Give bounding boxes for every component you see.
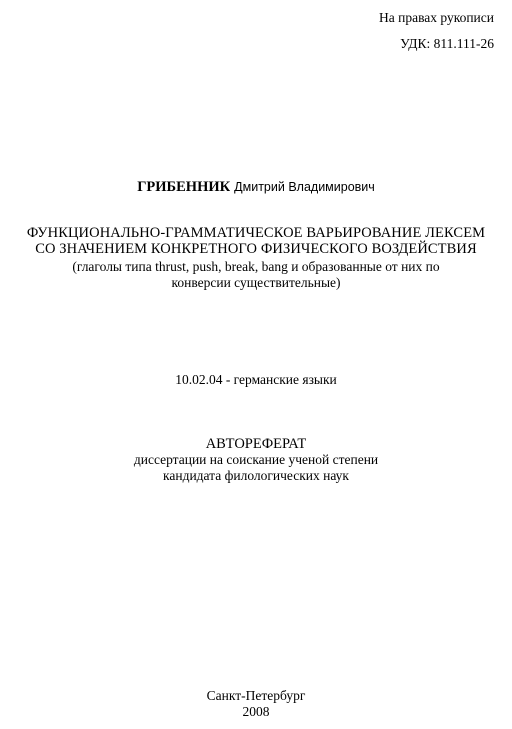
subtitle-line-2: конверсии существительные) <box>171 275 341 290</box>
title-line-2: СО ЗНАЧЕНИЕМ КОНКРЕТНОГО ФИЗИЧЕСКОГО ВОЗДЕЙСТВИЯ <box>35 241 477 257</box>
year: 2008 <box>242 704 270 719</box>
author-line <box>0 178 512 196</box>
subtitle-line-1: (глаголы типа thrust, push, break, bang и образованные от них по <box>72 259 440 274</box>
specialty: 10.02.04 - германские языки <box>175 372 337 387</box>
author-given-names: Дмитрий Владимирович <box>234 180 375 194</box>
abstract-heading: АВТОРЕФЕРАТ <box>205 436 307 452</box>
title-line-1: ФУНКЦИОНАЛЬНО-ГРАММАТИЧЕСКОЕ ВАРЬИРОВАНИЕ ЛЕКСЕМ <box>26 225 486 241</box>
udc-code: УДК: 811.111-26 <box>400 36 494 51</box>
abstract-line-1: диссертации на соискание ученой степени <box>133 452 379 467</box>
author-surname: ГРИБЕННИК <box>137 179 231 195</box>
manuscript-rights-note: На правах рукописи <box>378 10 494 25</box>
abstract-line-2: кандидата филологических наук <box>163 468 349 483</box>
city: Санкт-Петербург <box>206 688 306 703</box>
